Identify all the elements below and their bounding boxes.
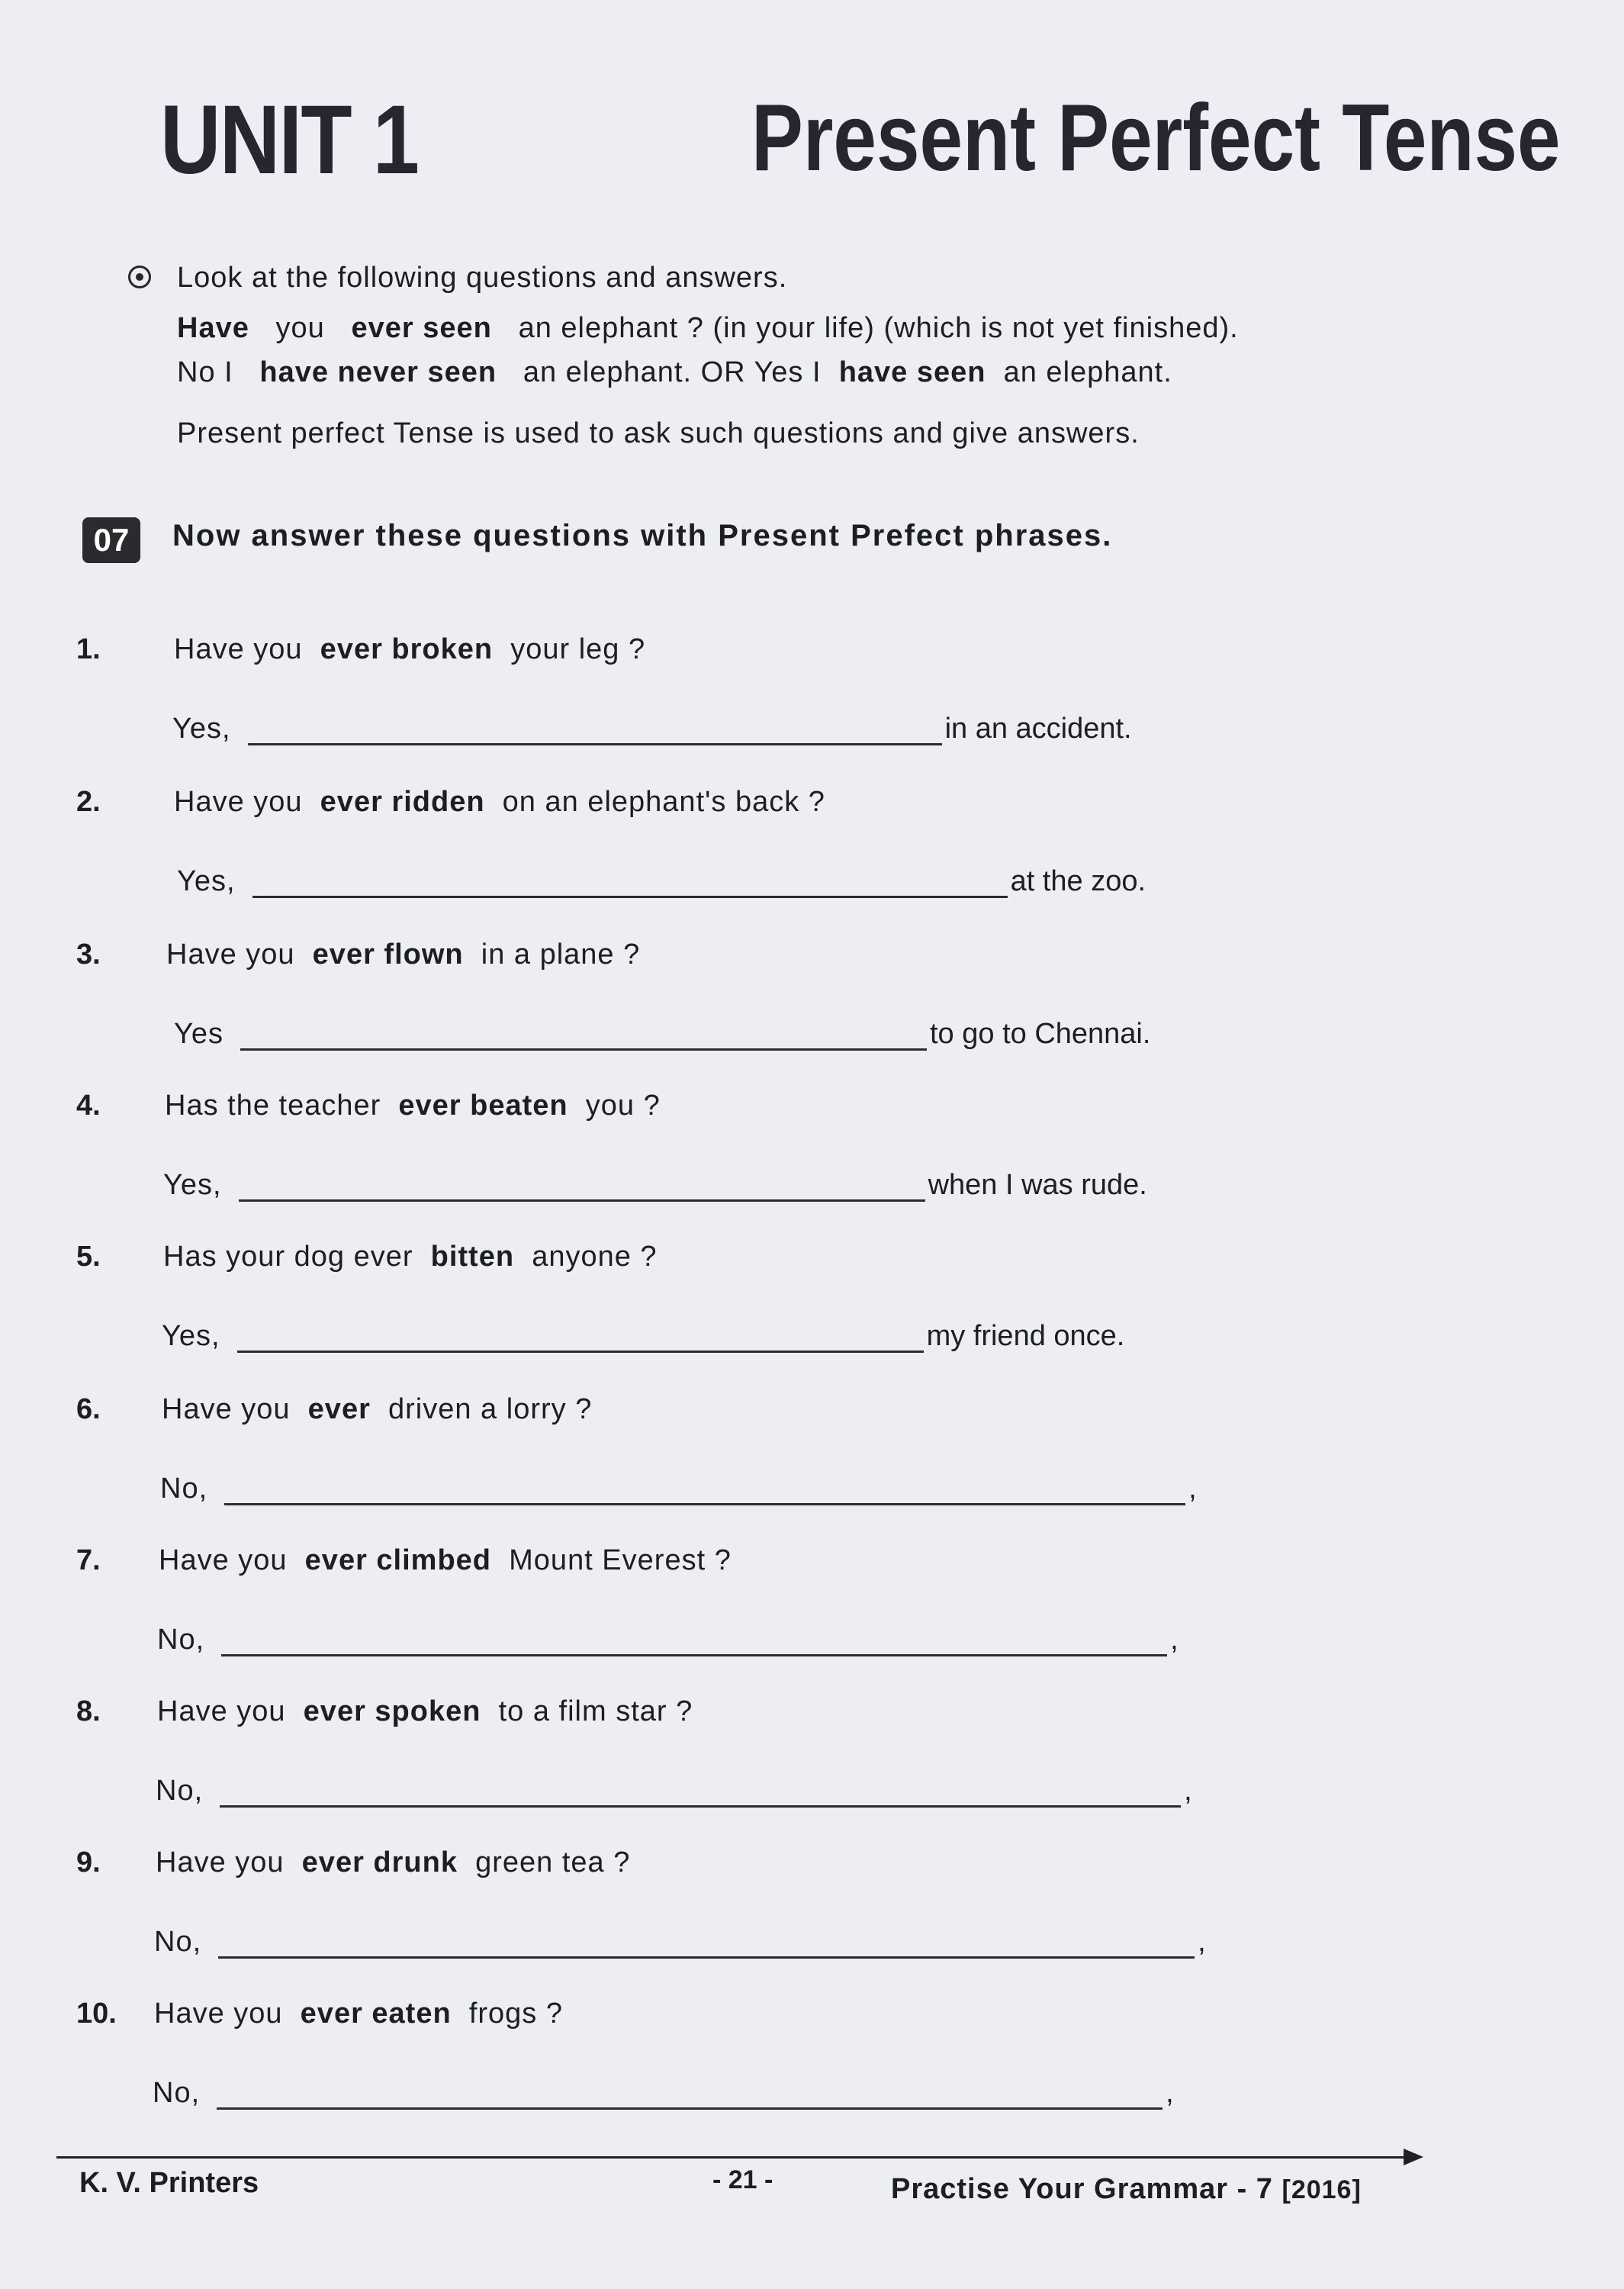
q-pre: Have you — [157, 1695, 286, 1727]
example-q-ever-seen: ever seen — [351, 312, 492, 344]
q-pre: Have you — [159, 1544, 288, 1576]
question-number: 6. — [76, 1393, 101, 1425]
question-text — [156, 1846, 630, 1879]
explanation-text: Present perfect Tense is used to ask such questions and give answers. — [177, 417, 1140, 449]
q-post: anyone ? — [532, 1241, 658, 1273]
answer-lead: Yes — [174, 1018, 224, 1050]
arrow-right-icon — [1404, 2149, 1423, 2165]
answer-row — [172, 713, 1132, 745]
answer-blank-line[interactable] — [221, 1627, 1167, 1656]
question-number: 5. — [76, 1241, 101, 1273]
q-pre: Has the teacher — [165, 1090, 381, 1122]
q-bold: ever flown — [312, 938, 464, 971]
example-q-have: Have — [177, 312, 249, 344]
question-number: 9. — [76, 1846, 101, 1879]
answer-tail: , — [1166, 2077, 1174, 2109]
q-pre: Have you — [156, 1846, 285, 1879]
answer-tail: to go to Chennai. — [930, 1018, 1151, 1050]
answer-tail: in an accident. — [944, 713, 1132, 745]
q-pre: Have you — [174, 786, 303, 818]
footer-divider — [56, 2156, 1408, 2159]
exercise-number-badge: 07 — [82, 517, 140, 563]
answer-lead: Yes, — [162, 1320, 220, 1352]
q-post: green tea ? — [475, 1846, 631, 1879]
unit-label: UNIT 1 — [160, 85, 419, 195]
q-bold: ever drunk — [301, 1846, 458, 1879]
answer-lead: No, — [156, 1775, 204, 1807]
question-number: 10. — [76, 1998, 117, 2030]
answer-row — [157, 1624, 1179, 1656]
example-a-or: an elephant. OR Yes I — [523, 356, 822, 388]
answer-lead: No, — [160, 1473, 208, 1505]
answer-lead: No, — [153, 2077, 201, 2109]
q-bold: ever climbed — [304, 1544, 492, 1576]
answer-blank-line[interactable] — [248, 716, 942, 745]
question-number: 1. — [76, 633, 101, 665]
q-pre: Has your dog ever — [163, 1241, 413, 1273]
q-bold: bitten — [430, 1241, 515, 1273]
q-bold: ever ridden — [320, 786, 485, 818]
example-a-have-never-seen: have never seen — [259, 356, 497, 388]
q-post: to a film star ? — [498, 1695, 693, 1727]
example-a-no: No I — [177, 356, 233, 388]
footer-publisher: K. V. Printers — [79, 2167, 259, 2199]
question-text — [165, 1090, 661, 1122]
answer-lead: Yes, — [163, 1169, 222, 1201]
answer-row — [163, 1169, 1147, 1202]
target-bullet-icon — [128, 266, 151, 288]
q-post: you ? — [585, 1090, 661, 1122]
answer-blank-line[interactable] — [220, 1778, 1181, 1808]
question-number: 8. — [76, 1695, 101, 1727]
question-number: 4. — [76, 1090, 101, 1122]
question-number: 2. — [76, 786, 101, 818]
example-question — [128, 306, 1501, 350]
question-text — [163, 1241, 658, 1273]
page-title: Present Perfect Tense — [751, 85, 1561, 191]
q-bold: ever beaten — [398, 1090, 568, 1122]
footer-year: [2016] — [1282, 2175, 1362, 2204]
q-pre: Have you — [174, 633, 303, 665]
answer-blank-line[interactable] — [218, 1929, 1195, 1959]
q-bold: ever eaten — [300, 1998, 452, 2030]
q-post: frogs ? — [468, 1998, 563, 2030]
intro-block — [128, 256, 1501, 456]
footer-page-number: - 21 - — [712, 2165, 773, 2194]
example-q-rest: an elephant ? (in your life) (which is not yet finished). — [518, 312, 1239, 344]
q-post: your leg ? — [510, 633, 646, 665]
question-text — [174, 633, 645, 666]
answer-row — [160, 1473, 1197, 1505]
answer-tail: , — [1170, 1624, 1179, 1656]
question-number: 7. — [76, 1544, 101, 1576]
answer-row — [153, 2077, 1174, 2110]
answer-blank-line[interactable] — [217, 2080, 1163, 2110]
answer-lead: No, — [157, 1624, 205, 1656]
answer-tail: , — [1198, 1926, 1206, 1958]
question-text — [162, 1393, 592, 1426]
answer-tail: when I was rude. — [928, 1169, 1147, 1201]
q-post: in a plane ? — [481, 938, 641, 971]
q-bold: ever broken — [320, 633, 494, 665]
q-post: Mount Everest ? — [509, 1544, 732, 1576]
example-q-you: you — [275, 312, 325, 344]
question-text — [154, 1998, 563, 2030]
answer-lead: Yes, — [172, 713, 231, 745]
answer-row — [154, 1926, 1206, 1959]
q-bold: ever — [307, 1393, 371, 1425]
answer-row — [156, 1775, 1192, 1808]
answer-lead: No, — [154, 1926, 202, 1958]
answer-lead: Yes, — [177, 865, 236, 897]
footer-book-name: Practise Your Grammar - 7 — [891, 2173, 1273, 2205]
answer-tail: at the zoo. — [1010, 865, 1146, 897]
answer-blank-line[interactable] — [237, 1323, 924, 1353]
q-bold: ever spoken — [303, 1695, 481, 1727]
answer-blank-line[interactable] — [224, 1476, 1185, 1505]
q-post: on an elephant's back ? — [502, 786, 825, 818]
question-number: 3. — [76, 938, 101, 971]
answer-blank-line[interactable] — [240, 1021, 927, 1051]
example-a-rest: an elephant. — [1003, 356, 1172, 388]
footer-book-title — [891, 2173, 1362, 2206]
exercise-heading: Now answer these questions with Present Prefect phrases. — [172, 519, 1113, 552]
question-text — [174, 786, 825, 819]
example-a-have-seen: have seen — [838, 356, 986, 388]
answer-tail: , — [1188, 1473, 1197, 1505]
answer-row — [162, 1320, 1124, 1353]
answer-blank-line[interactable] — [239, 1172, 925, 1202]
q-pre: Have you — [166, 938, 295, 971]
answer-tail: my friend once. — [926, 1320, 1125, 1352]
question-text — [157, 1695, 693, 1728]
q-pre: Have you — [154, 1998, 283, 2030]
answer-row — [177, 865, 1146, 898]
question-text — [159, 1544, 732, 1577]
q-pre: Have you — [162, 1393, 291, 1425]
instruction-row — [128, 256, 1501, 300]
question-text — [166, 938, 640, 971]
answer-blank-line[interactable] — [252, 868, 1008, 898]
answer-tail: , — [1184, 1775, 1192, 1807]
q-post: driven a lorry ? — [388, 1393, 593, 1425]
example-answer — [128, 350, 1501, 394]
instruction-text: Look at the following questions and answers. — [177, 262, 788, 294]
answer-row — [174, 1018, 1150, 1051]
